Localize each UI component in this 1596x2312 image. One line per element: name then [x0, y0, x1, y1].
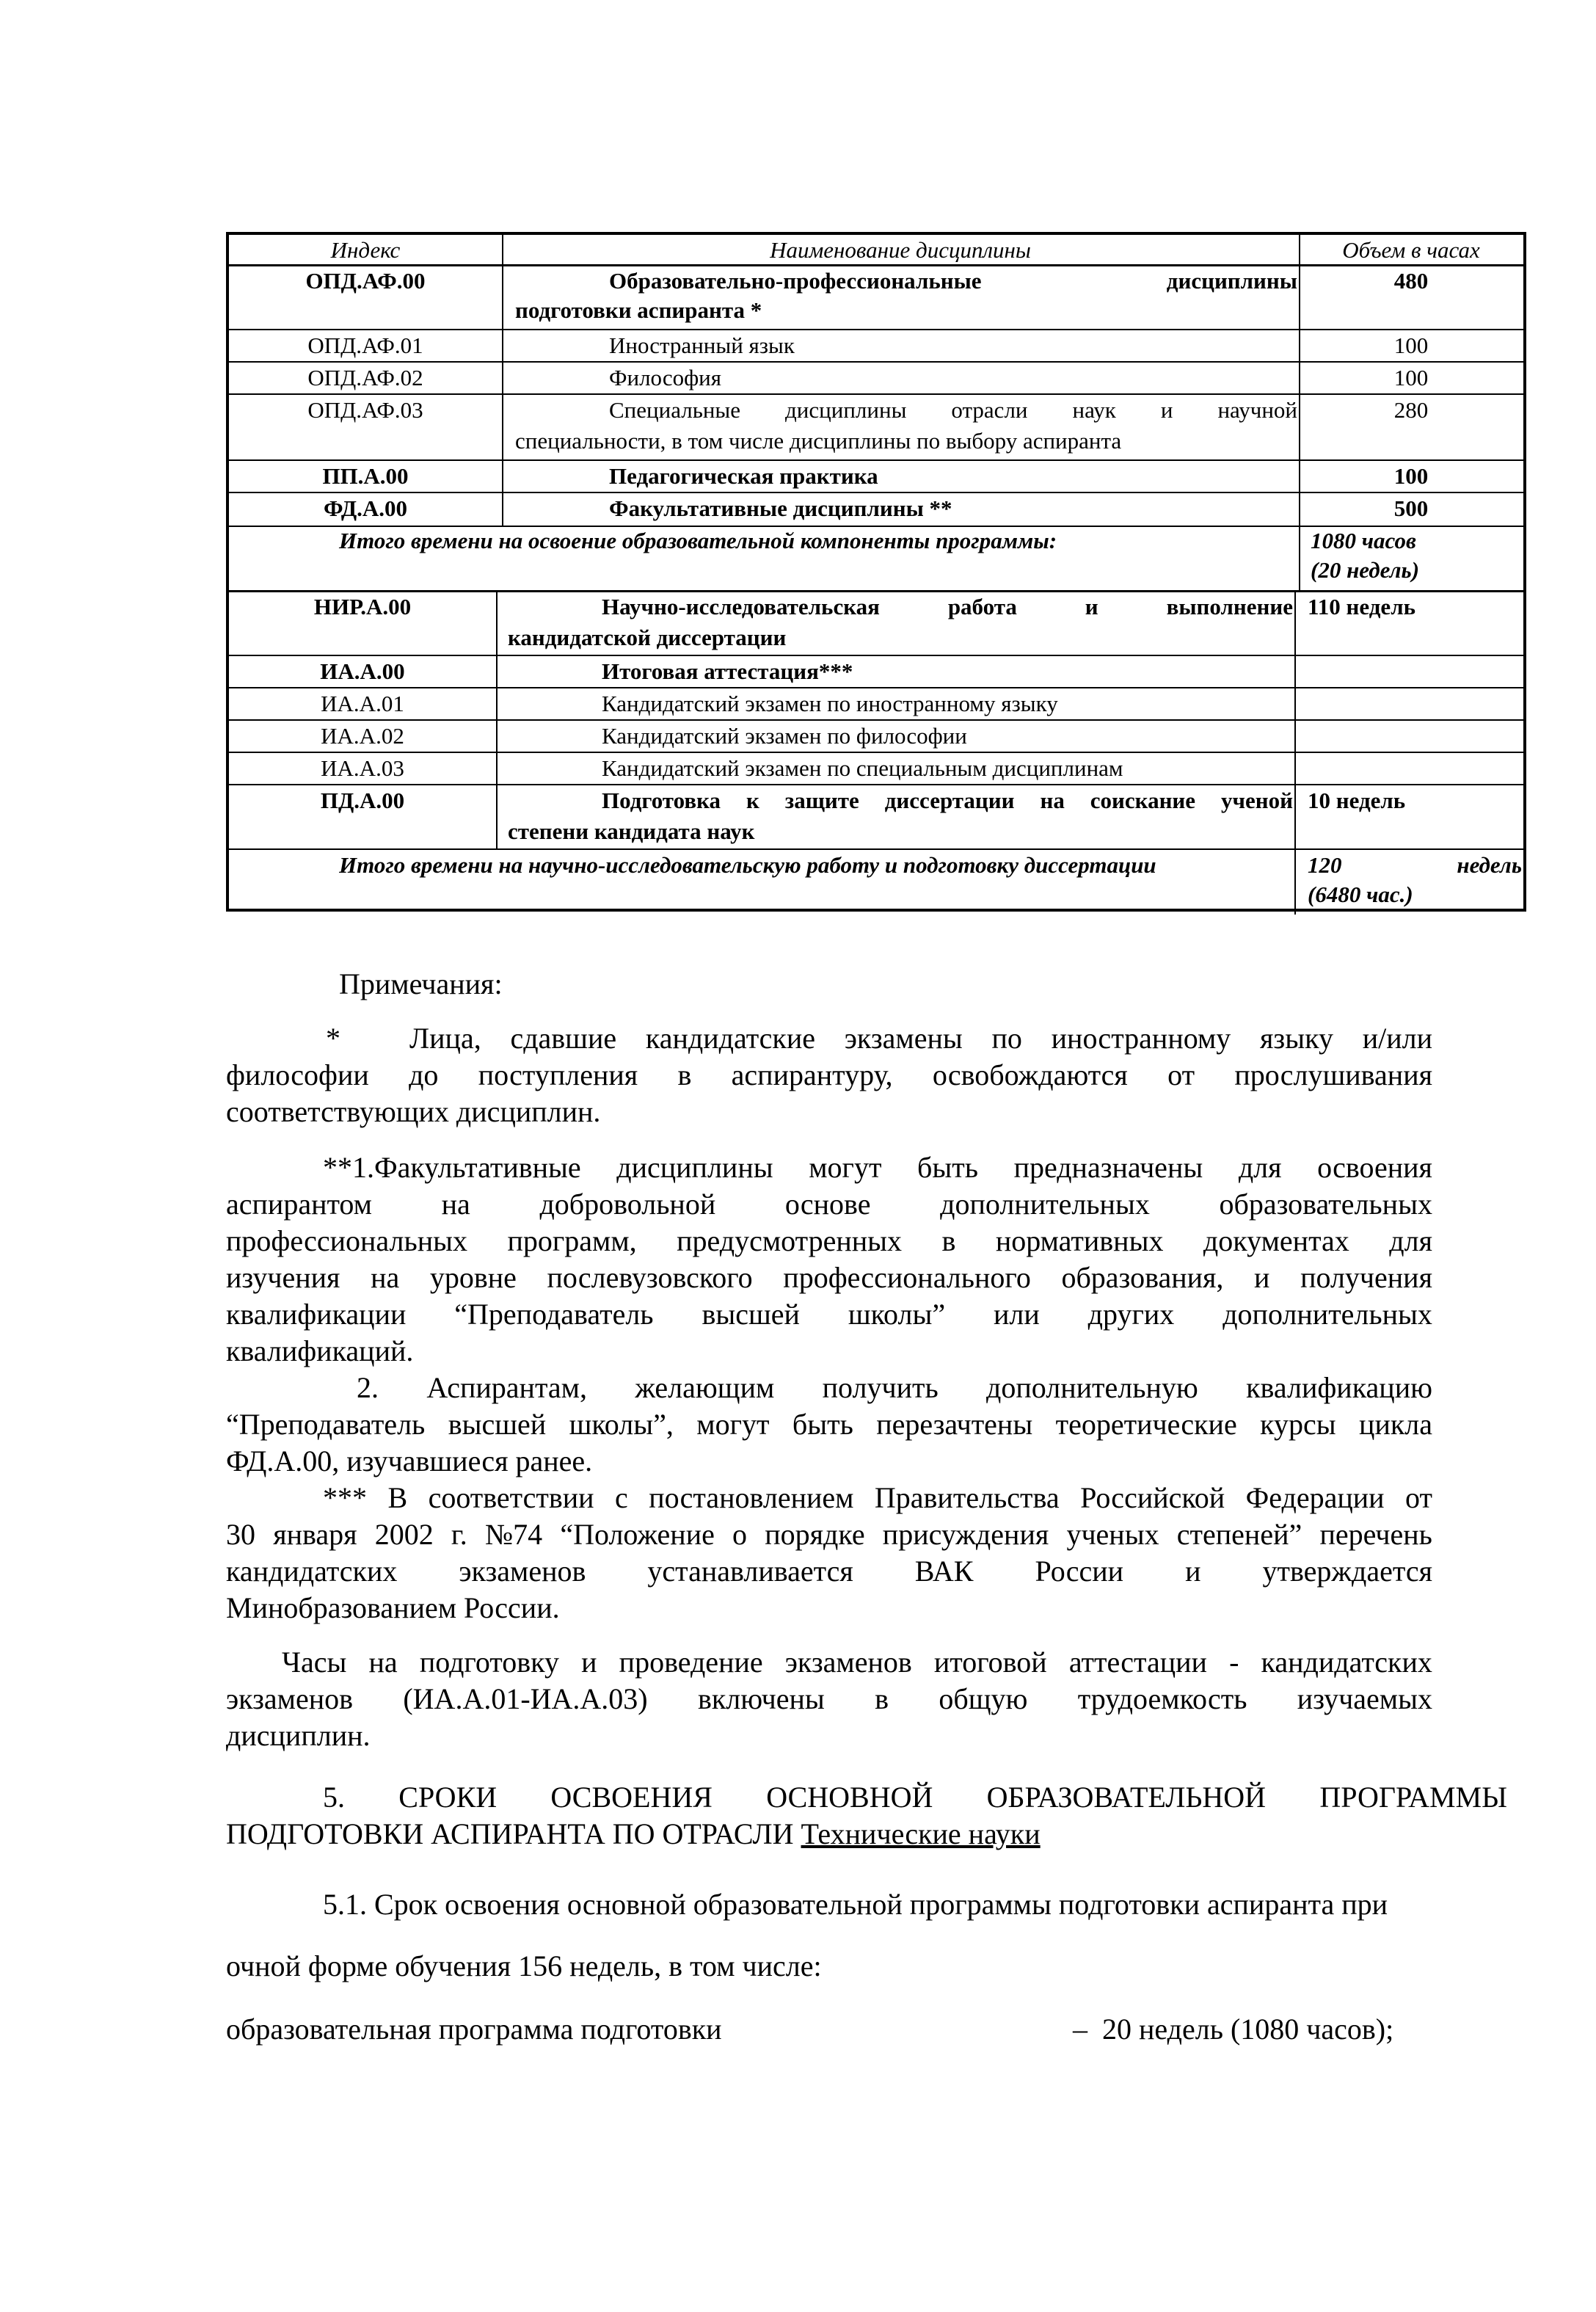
section5-title-cont: [226, 1816, 1041, 1853]
word: отрасли: [951, 397, 1028, 423]
section5-field-name: Технические науки: [801, 1817, 1041, 1850]
word: на: [441, 1188, 470, 1221]
table-row-hours: 280: [1393, 397, 1429, 423]
section5-title: [323, 1779, 1507, 1816]
table-row-index: ОПД.АФ.03: [307, 397, 423, 423]
table-row-name: Педагогическая практика: [609, 463, 878, 489]
note1-line: соответствующих дисциплин.: [226, 1095, 601, 1128]
word: порядке: [765, 1518, 865, 1551]
word: профессиональных: [226, 1224, 467, 1257]
word: экзаменов: [226, 1682, 353, 1715]
word: недель: [1457, 852, 1522, 878]
word: других: [1087, 1298, 1175, 1331]
table-row-hours: 480: [1393, 268, 1429, 294]
total-research-label: Итого времени на научно-исследовательскую работу и подготовку диссертации: [339, 852, 1156, 878]
notes-heading: Примечания:: [339, 967, 503, 1000]
word: в: [875, 1682, 889, 1715]
note2-line: [226, 1186, 1432, 1223]
word: профессионального: [783, 1261, 1031, 1294]
section5-title-text: ПОДГОТОВКИ АСПИРАНТА ПО ОТРАСЛИ: [226, 1817, 801, 1850]
total-education-hours: 1080 часов: [1311, 528, 1416, 553]
note2b-line: [226, 1406, 1432, 1443]
word: освоения: [1317, 1151, 1432, 1184]
table-row-index: ПД.А.00: [320, 788, 405, 813]
word: сдавшие: [510, 1022, 617, 1055]
table-row-hours: 10 недель: [1308, 788, 1406, 813]
word: Российской: [1080, 1481, 1225, 1514]
table-row-hours: 100: [1393, 332, 1429, 358]
table-row-index: ФД.А.00: [323, 495, 408, 521]
word: научной: [1217, 397, 1297, 423]
table-row-name-cont: степени кандидата наук: [508, 818, 755, 844]
word: высшей: [448, 1408, 547, 1441]
table-row-index: ИА.А.01: [321, 691, 404, 716]
paragraph-5-1-cont: очной форме обучения 156 недель, в том числе:: [226, 1949, 822, 1982]
word: степеней”: [1176, 1518, 1302, 1551]
word: или: [993, 1298, 1040, 1331]
word: могут: [696, 1408, 770, 1441]
word: Подготовка: [602, 788, 721, 813]
word: присуждения: [882, 1518, 1049, 1551]
word: кандидатских: [226, 1555, 398, 1588]
total-education-label: Итого времени на освоение образовательной компоненты программы:: [339, 528, 1057, 553]
word: изучаемых: [1297, 1682, 1432, 1715]
word: уровне: [429, 1261, 517, 1294]
word: и: [1254, 1261, 1270, 1294]
word: получения: [1300, 1261, 1432, 1294]
word: о: [732, 1518, 748, 1551]
word: дополнительную: [986, 1371, 1198, 1404]
word: Федерации: [1245, 1481, 1385, 1514]
word: России: [1035, 1555, 1124, 1588]
word: 5.: [323, 1781, 345, 1814]
word: №74: [484, 1518, 543, 1551]
word: работа: [947, 594, 1017, 619]
word: в: [677, 1058, 692, 1091]
word: соответствии: [428, 1481, 594, 1514]
word: ученых: [1066, 1518, 1159, 1551]
word: теоретические: [1055, 1408, 1237, 1441]
word: В: [387, 1481, 408, 1514]
table-row-name: [602, 787, 1293, 815]
word: и/или: [1362, 1022, 1432, 1055]
word: для: [1238, 1151, 1282, 1184]
word: желающим: [635, 1371, 775, 1404]
total-research-weeks: [1308, 851, 1522, 879]
word: Специальные: [609, 397, 741, 423]
word: от: [1404, 1481, 1432, 1514]
word: кандидатских: [1261, 1646, 1432, 1679]
word: утверждается: [1262, 1555, 1432, 1588]
word: в: [941, 1224, 956, 1257]
word: защите: [784, 788, 859, 813]
word: Лица,: [409, 1022, 481, 1055]
word: 120: [1308, 852, 1342, 878]
word: 2.: [357, 1371, 379, 1404]
word: быть: [792, 1408, 853, 1441]
word: школы”,: [569, 1408, 674, 1441]
word: перечень: [1319, 1518, 1432, 1551]
table-row-index: ИА.А.02: [321, 723, 404, 749]
word: послевузовского: [547, 1261, 753, 1294]
word: и: [1085, 594, 1098, 619]
word: 30: [226, 1518, 255, 1551]
note1-line: [409, 1020, 1432, 1057]
word: итоговой: [933, 1646, 1047, 1679]
note3-line: [226, 1553, 1432, 1590]
word: ОБРАЗОВАТЕЛЬНОЙ: [986, 1781, 1267, 1814]
word: дополнительных: [940, 1188, 1150, 1221]
word: по: [991, 1022, 1022, 1055]
word: проведение: [619, 1646, 763, 1679]
word: получить: [822, 1371, 939, 1404]
word: прослушивания: [1234, 1058, 1432, 1091]
column-header-name: Наименование дисциплины: [770, 237, 1031, 263]
table-row-name: Итоговая аттестация***: [602, 658, 853, 684]
word: трудоемкость: [1077, 1682, 1247, 1715]
word: с: [615, 1481, 628, 1514]
word: ОСВОЕНИЯ: [550, 1781, 713, 1814]
table-row-name: Философия: [609, 365, 722, 390]
table-row-index: ОПД.АФ.02: [307, 365, 423, 390]
table-row-name: [609, 267, 1297, 295]
word: (ИА.А.01-ИА.А.03): [403, 1682, 648, 1715]
duration-value: – 20 недель (1080 часов);: [1073, 2013, 1394, 2046]
table-row-name-cont: специальности, в том числе дисциплины по выбору аспиранта: [515, 428, 1122, 454]
word: документах: [1203, 1224, 1349, 1257]
word: образовательных: [1219, 1188, 1432, 1221]
table-row-name: [609, 396, 1297, 424]
word: на: [371, 1261, 400, 1294]
word: СРОКИ: [398, 1781, 498, 1814]
table-row-hours: 500: [1393, 495, 1429, 521]
word: изучения: [226, 1261, 340, 1294]
word: и: [581, 1646, 597, 1679]
word: могут: [809, 1151, 882, 1184]
word: философии: [226, 1058, 369, 1091]
note2-line: квалификаций.: [226, 1334, 414, 1367]
word: дополнительных: [1222, 1298, 1432, 1331]
word: “Преподаватель: [226, 1408, 426, 1441]
word: школы”: [848, 1298, 946, 1331]
word: -: [1229, 1646, 1239, 1679]
note2-line: [226, 1223, 1432, 1259]
word: основе: [784, 1188, 871, 1221]
word: квалификации: [226, 1298, 407, 1331]
word: перезачтены: [876, 1408, 1033, 1441]
word: соискание: [1090, 788, 1196, 813]
word: января: [273, 1518, 357, 1551]
table-row-index: ПП.А.00: [322, 463, 409, 489]
word: Образовательно-профессиональные: [609, 268, 982, 294]
word: наук: [1072, 397, 1116, 423]
word: ВАК: [914, 1555, 974, 1588]
word: к: [746, 788, 759, 813]
word: аттестации: [1068, 1646, 1207, 1679]
word: иностранному: [1051, 1022, 1231, 1055]
word: быть: [917, 1151, 978, 1184]
word: освобождаются: [932, 1058, 1128, 1091]
note2b-line: ФД.А.00, изучавшиеся ранее.: [226, 1444, 593, 1477]
table-row-index: ОПД.АФ.01: [307, 332, 423, 358]
word: ученой: [1221, 788, 1293, 813]
word: дисциплины: [1166, 268, 1297, 294]
word: от: [1167, 1058, 1195, 1091]
word: курсы: [1260, 1408, 1336, 1441]
table-row-name: [602, 593, 1293, 621]
word: **1.Факультативные: [323, 1151, 581, 1184]
table-row-name: Кандидатский экзамен по иностранному языку: [602, 691, 1058, 716]
word: подготовку: [419, 1646, 560, 1679]
table-row-name: Кандидатский экзамен по философии: [602, 723, 967, 749]
table-row-hours: 110 недель: [1308, 594, 1415, 619]
word: “Положение: [560, 1518, 715, 1551]
table-row-hours: 100: [1393, 463, 1429, 489]
table-row-hours: 100: [1393, 365, 1429, 390]
word: до: [409, 1058, 439, 1091]
hours-note-line: [282, 1644, 1432, 1681]
word: нормативных: [995, 1224, 1164, 1257]
word: поступления: [478, 1058, 638, 1091]
word: диссертации: [884, 788, 1015, 813]
total-education-weeks: (20 недель): [1311, 557, 1420, 583]
table-row-name-cont: подготовки аспиранта *: [515, 297, 762, 323]
word: 2002: [374, 1518, 434, 1551]
word: аспирантом: [226, 1188, 372, 1221]
word: на: [368, 1646, 398, 1679]
column-header-index: Индекс: [330, 237, 401, 263]
word: экзаменов: [459, 1555, 586, 1588]
word: кандидатские: [645, 1022, 816, 1055]
word: предназначены: [1013, 1151, 1203, 1184]
word: предусмотренных: [677, 1224, 903, 1257]
word: выполнение: [1166, 594, 1293, 619]
word: образования,: [1061, 1261, 1224, 1294]
table-row-name: Иностранный язык: [609, 332, 795, 358]
duration-label: образовательная программа подготовки: [226, 2013, 722, 2046]
paragraph-5-1: 5.1. Срок освоения основной образовательной программы подготовки аспиранта при: [323, 1888, 1388, 1921]
table-row-name: Факультативные дисциплины **: [609, 495, 952, 521]
word: языку: [1260, 1022, 1333, 1055]
note2-line: [226, 1259, 1432, 1296]
word: “Преподаватель: [454, 1298, 654, 1331]
table-row-index: НИР.А.00: [313, 594, 412, 619]
note1-star: *: [326, 1022, 340, 1055]
word: для: [1389, 1224, 1432, 1257]
note3-line: Минобразованием России.: [226, 1591, 560, 1624]
word: ***: [323, 1481, 367, 1514]
word: цикла: [1359, 1408, 1432, 1441]
note2b-line: [357, 1370, 1432, 1406]
note3-line: [226, 1516, 1432, 1553]
hours-note-line: дисциплин.: [226, 1719, 371, 1752]
word: квалификацию: [1246, 1371, 1432, 1404]
total-research-hours: (6480 час.): [1308, 881, 1413, 907]
word: общую: [939, 1682, 1028, 1715]
table-row-name: Кандидатский экзамен по специальным дисциплинам: [602, 755, 1123, 781]
word: устанавливается: [647, 1555, 853, 1588]
word: добровольной: [539, 1188, 716, 1221]
curriculum-table: [226, 232, 1526, 912]
word: экзаменов: [784, 1646, 912, 1679]
word: и: [1185, 1555, 1201, 1588]
word: экзамены: [844, 1022, 963, 1055]
note2-line: [226, 1296, 1432, 1333]
word: Научно-исследовательская: [602, 594, 880, 619]
table-row-name-cont: кандидатской диссертации: [508, 625, 787, 650]
column-header-hours: Объем в часах: [1342, 237, 1480, 263]
word: включены: [697, 1682, 825, 1715]
word: постановлением: [649, 1481, 854, 1514]
note3-line: [323, 1480, 1432, 1516]
word: г.: [451, 1518, 467, 1551]
word: программ,: [507, 1224, 637, 1257]
word: аспирантуру,: [731, 1058, 893, 1091]
note1-line: [226, 1057, 1432, 1094]
table-row-index: ИА.А.03: [321, 755, 404, 781]
word: на: [1040, 788, 1065, 813]
word: дисциплины: [616, 1151, 773, 1184]
word: ОСНОВНОЙ: [766, 1781, 933, 1814]
table-row-index: ОПД.АФ.00: [305, 268, 426, 294]
word: ПРОГРАММЫ: [1319, 1781, 1507, 1814]
note2-line: [323, 1149, 1432, 1186]
word: Правительства: [874, 1481, 1060, 1514]
word: дисциплины: [785, 397, 907, 423]
table-row-index: ИА.А.00: [320, 658, 405, 684]
word: и: [1160, 397, 1173, 423]
word: Часы: [282, 1646, 347, 1679]
hours-note-line: [226, 1681, 1432, 1717]
word: высшей: [702, 1298, 800, 1331]
word: Аспирантам,: [426, 1371, 587, 1404]
